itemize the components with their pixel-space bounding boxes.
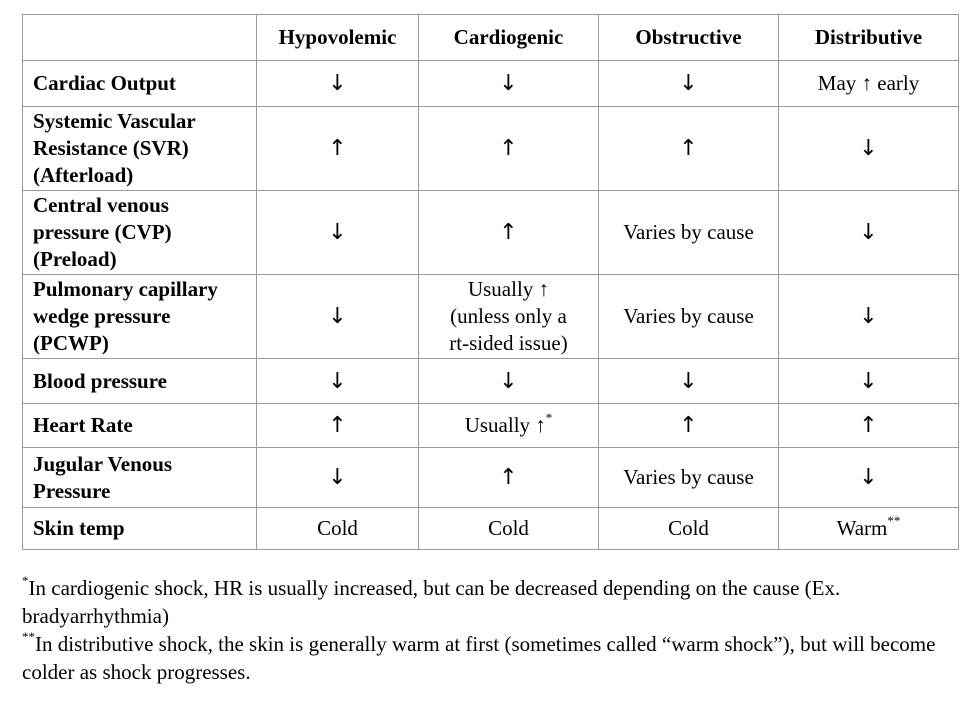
cell-line-with-footnote [779, 515, 958, 542]
cell-text: rt-sided issue) [449, 331, 568, 355]
table-cell [779, 508, 959, 550]
cell-text: Usually ↑ [464, 413, 546, 437]
footnote-marker: ** [887, 513, 901, 528]
table-cell [257, 404, 419, 448]
table-cell [419, 448, 599, 508]
table-row [23, 61, 959, 107]
cell-text: May ↑ early [817, 71, 920, 95]
cell-text: Cold [488, 516, 529, 540]
row-label [23, 107, 257, 191]
table-row [23, 508, 959, 550]
row-label [23, 508, 257, 550]
table-cell [257, 508, 419, 550]
header-cell-distributive: Distributive [779, 15, 959, 61]
row-label-line: Pressure [33, 478, 111, 503]
down-arrow-icon: ↓ [499, 368, 518, 394]
down-arrow-icon: ↓ [859, 465, 878, 490]
cell-text: Warm [836, 516, 888, 540]
table-cell [599, 275, 779, 359]
row-label-line: wedge pressure [33, 304, 171, 328]
table-cell [419, 508, 599, 550]
table-row [23, 448, 959, 508]
row-label-line: Skin temp [33, 516, 125, 540]
cell-text: Varies by cause [623, 465, 754, 489]
table-row [23, 275, 959, 359]
row-label-line: Jugular Venous [33, 451, 173, 476]
row-label-line: Central venous [33, 193, 169, 217]
table-cell [779, 359, 959, 404]
table-cell [257, 191, 419, 275]
down-arrow-icon: ↓ [859, 220, 878, 245]
row-label [23, 404, 257, 448]
header-cell-hypovolemic: Hypovolemic [257, 15, 419, 61]
table-cell [599, 191, 779, 275]
down-arrow-icon: ↓ [859, 304, 878, 329]
down-arrow-icon: ↓ [499, 71, 518, 96]
up-arrow-icon: ↑ [328, 136, 347, 161]
table-cell [419, 107, 599, 191]
up-arrow-icon: ↑ [328, 413, 347, 438]
table-cell [419, 404, 599, 448]
row-label [23, 359, 257, 404]
table-cell [257, 107, 419, 191]
row-label-line: Pulmonary capillary [33, 277, 218, 301]
table-cell [419, 359, 599, 404]
table-cell [419, 191, 599, 275]
table-cell [779, 107, 959, 191]
table-cell [779, 404, 959, 448]
footnote-text: In cardiogenic shock, HR is usually increased, but can be decreased depending on the cause (Ex. bradyarrhythmia) [22, 576, 841, 628]
row-label-line: pressure (CVP) [33, 220, 172, 244]
row-label [23, 448, 257, 508]
down-arrow-icon: ↓ [328, 71, 347, 96]
table-cell [599, 107, 779, 191]
footnote-marker: * [22, 573, 29, 588]
table-row [23, 359, 959, 404]
row-label-line: Cardiac Output [33, 71, 176, 95]
footnotes [22, 574, 967, 686]
row-label-line: Systemic Vascular [33, 109, 196, 133]
cell-text: (unless only a [450, 304, 567, 328]
table-cell [599, 448, 779, 508]
table-cell [419, 275, 599, 359]
table-cell [779, 61, 959, 107]
up-arrow-icon: ↑ [679, 136, 698, 161]
table-cell [257, 61, 419, 107]
row-label-line: Heart Rate [33, 413, 133, 437]
down-arrow-icon: ↓ [859, 368, 878, 394]
header-cell-obstructive: Obstructive [599, 15, 779, 61]
table-cell [599, 359, 779, 404]
row-label-line: Resistance (SVR) [33, 136, 189, 160]
up-arrow-icon: ↑ [499, 465, 518, 490]
row-label-line: (Afterload) [33, 163, 134, 187]
cell-text: Cold [317, 516, 358, 540]
table-cell [257, 275, 419, 359]
table-cell [257, 359, 419, 404]
cell-line-with-footnote [419, 412, 598, 439]
up-arrow-icon: ↑ [499, 220, 518, 245]
up-arrow-icon: ↑ [499, 136, 518, 161]
down-arrow-icon: ↓ [328, 368, 347, 394]
row-label-line: Blood pressure [33, 368, 167, 393]
footnote-2 [22, 630, 967, 686]
table-cell [599, 404, 779, 448]
table-cell [257, 448, 419, 508]
table-body [23, 61, 959, 550]
down-arrow-icon: ↓ [679, 71, 698, 96]
table-cell [599, 508, 779, 550]
down-arrow-icon: ↓ [328, 220, 347, 245]
shock-types-table [22, 14, 959, 550]
footnote-marker: * [545, 410, 553, 425]
up-arrow-icon: ↑ [859, 413, 878, 438]
table-cell [419, 61, 599, 107]
cell-text: Varies by cause [623, 220, 754, 244]
cell-text: Cold [668, 516, 709, 540]
cell-text: Varies by cause [623, 304, 754, 328]
table-cell [779, 448, 959, 508]
row-label [23, 61, 257, 107]
row-label-line: (Preload) [33, 247, 117, 271]
cell-text: Usually ↑ [467, 277, 550, 301]
header-cell-cardiogenic: Cardiogenic [419, 15, 599, 61]
table-cell [599, 61, 779, 107]
table-cell [779, 191, 959, 275]
footnote-1 [22, 574, 967, 630]
row-label-line: (PCWP) [33, 331, 109, 355]
up-arrow-icon: ↑ [679, 413, 698, 438]
down-arrow-icon: ↓ [859, 136, 878, 161]
header-cell-empty [23, 15, 257, 61]
down-arrow-icon: ↓ [328, 465, 347, 490]
header-row [23, 15, 959, 61]
table-row [23, 404, 959, 448]
table-row [23, 191, 959, 275]
down-arrow-icon: ↓ [679, 368, 698, 394]
down-arrow-icon: ↓ [328, 304, 347, 329]
row-label [23, 275, 257, 359]
row-label [23, 191, 257, 275]
table-cell [779, 275, 959, 359]
table-row [23, 107, 959, 191]
footnote-text: In distributive shock, the skin is generally warm at first (sometimes called “warm shock”), but will become colder as shock progresses. [22, 632, 936, 684]
footnote-marker: ** [22, 629, 35, 644]
